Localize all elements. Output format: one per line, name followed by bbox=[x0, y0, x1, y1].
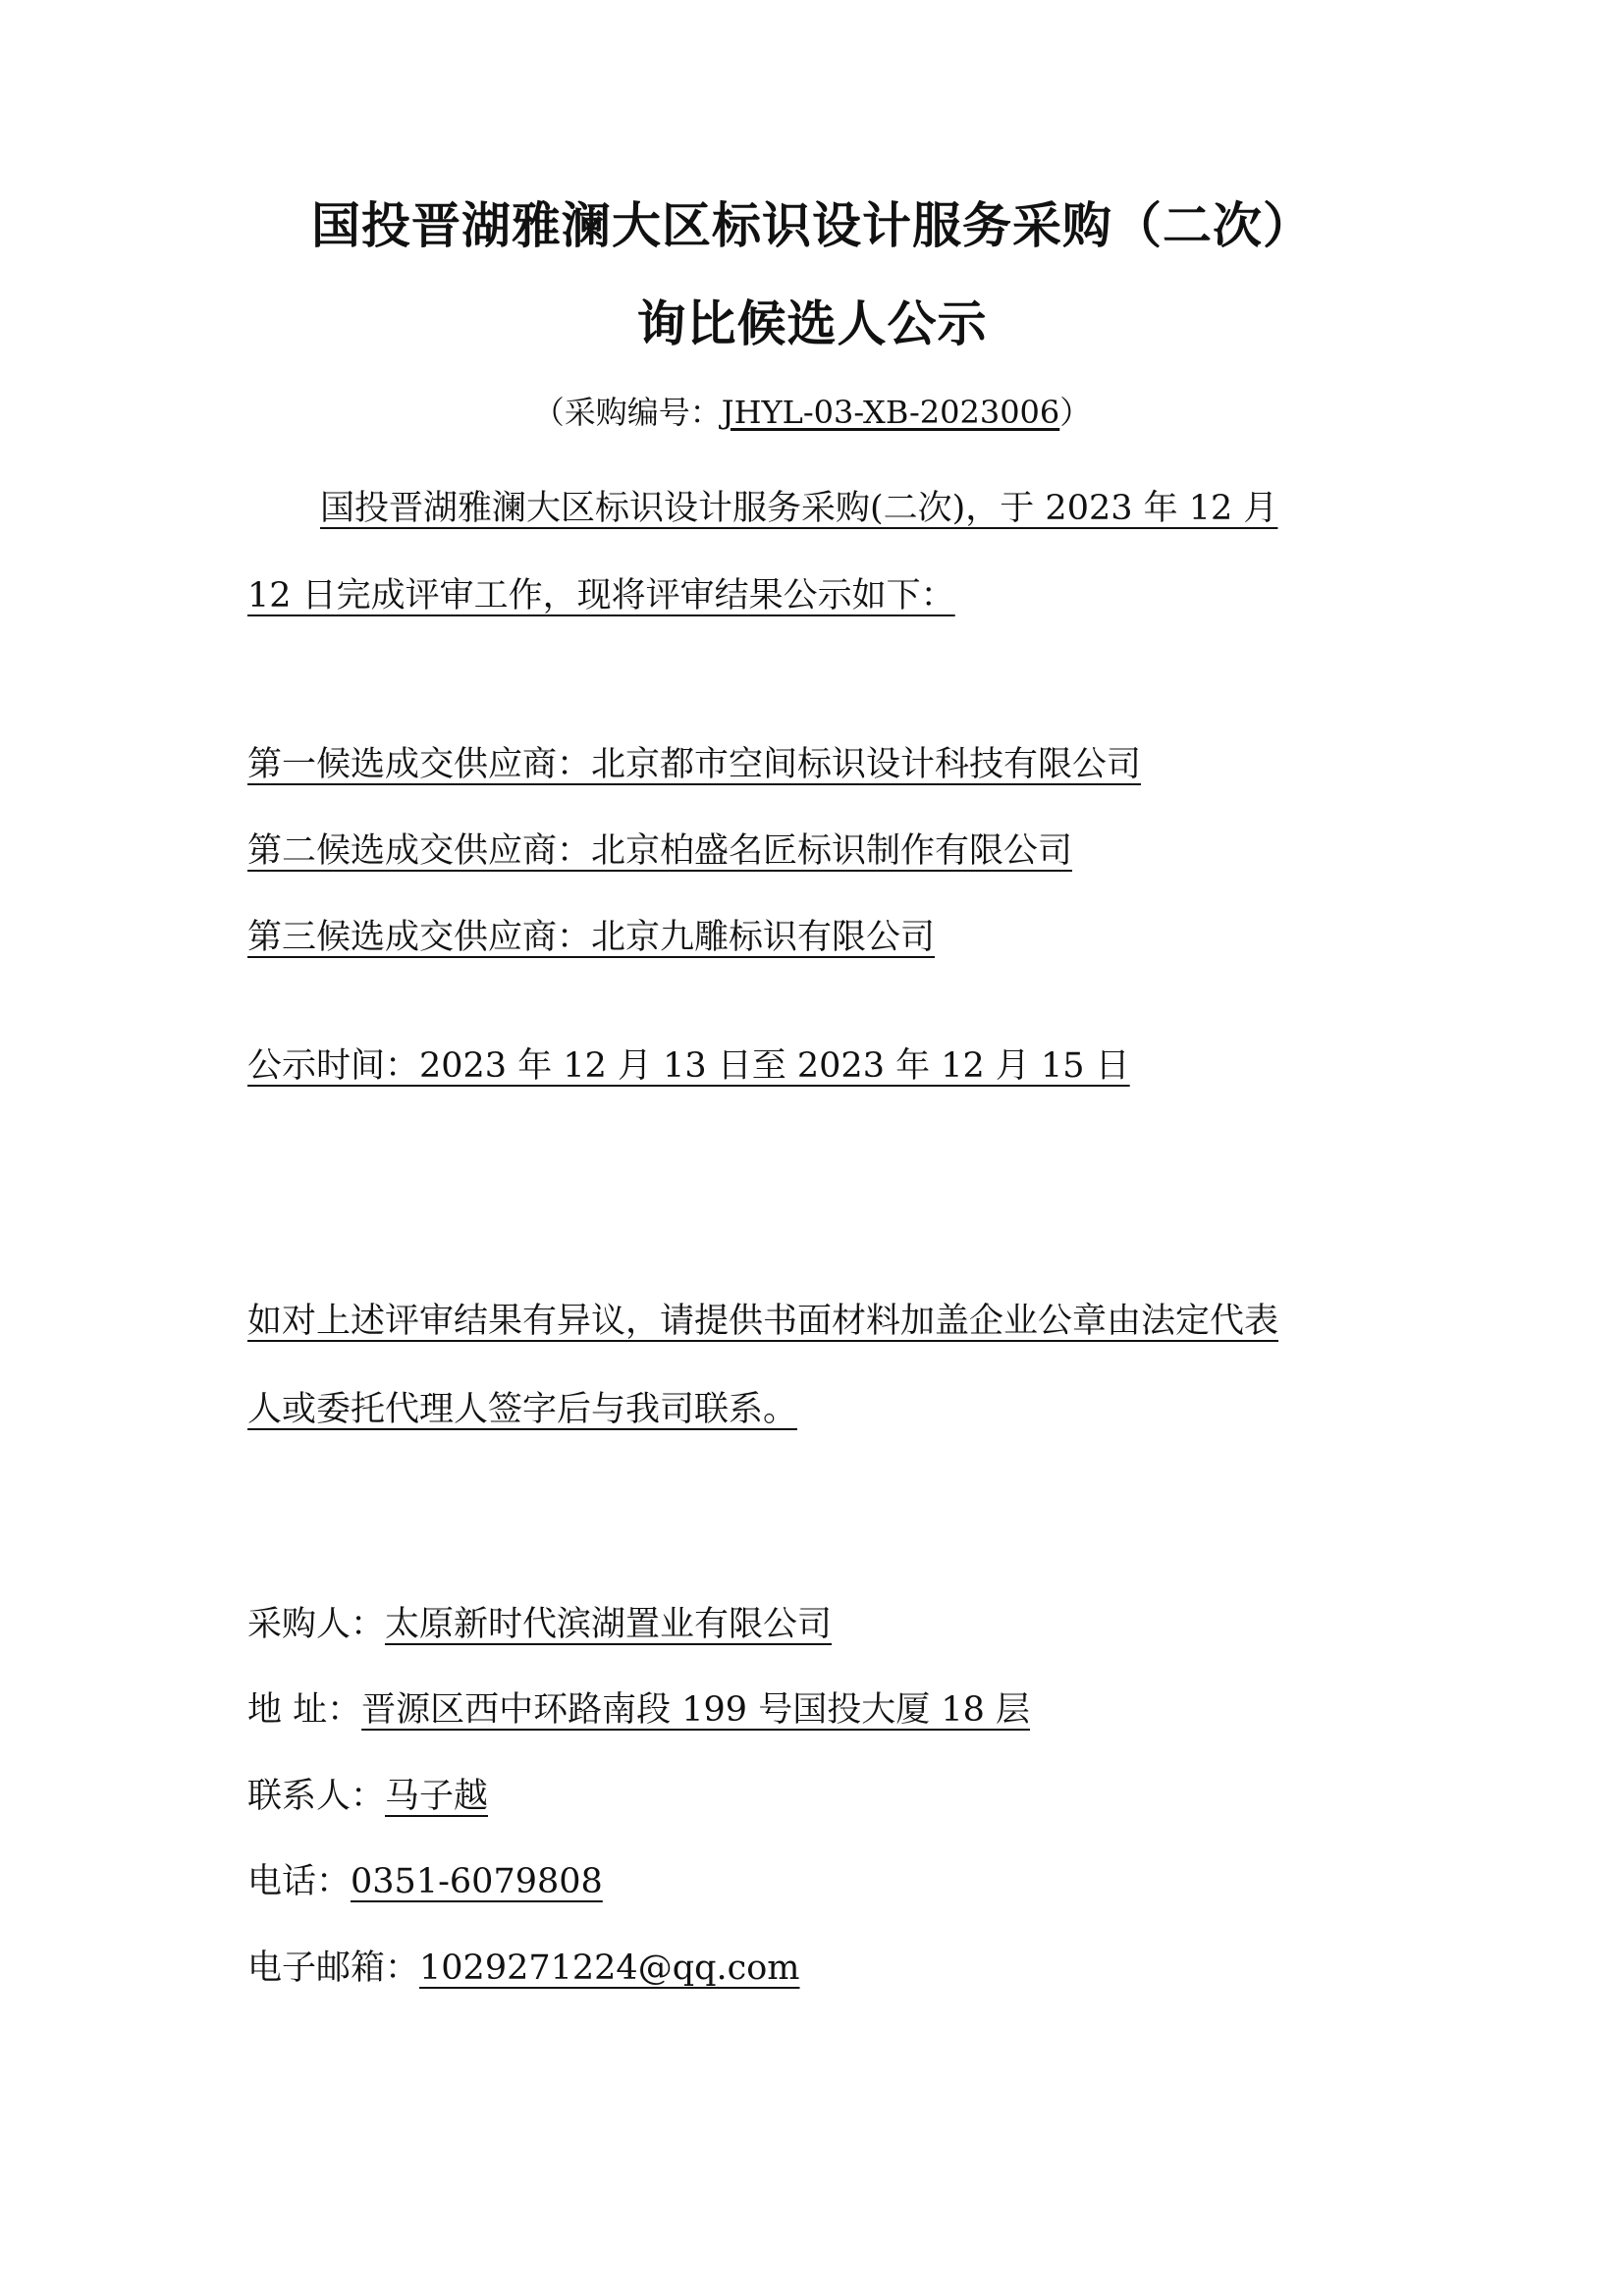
intro-paragraph-line-2 bbox=[247, 572, 955, 619]
email-label: 电子邮箱： bbox=[247, 1949, 420, 1988]
procurement-number bbox=[0, 391, 1624, 434]
contact-address bbox=[247, 1686, 1030, 1734]
contact-phone bbox=[247, 1858, 603, 1905]
phone-value: 0351-6079808 bbox=[351, 1862, 603, 1901]
objection-paragraph-line-1 bbox=[247, 1298, 1278, 1345]
procurement-number-code: JHYL-03-XB-2023006 bbox=[721, 394, 1060, 431]
notice-period bbox=[247, 1042, 1130, 1090]
candidate-second bbox=[247, 828, 1072, 875]
intro-paragraph-line-1 bbox=[247, 485, 1386, 532]
phone-label: 电话： bbox=[247, 1862, 352, 1901]
contact-person-label: 联系人： bbox=[247, 1777, 386, 1816]
contact-email bbox=[247, 1945, 800, 1992]
procurement-number-suffix: ） bbox=[1059, 394, 1092, 431]
intro-line-2-text: 12 日完成评审工作，现将评审结果公示如下： bbox=[247, 576, 955, 615]
address-value: 晋源区西中环路南段 199 号国投大厦 18 层 bbox=[361, 1690, 1030, 1730]
purchaser-label: 采购人： bbox=[247, 1605, 386, 1644]
contact-person-value: 马子越 bbox=[385, 1777, 489, 1816]
candidate-first bbox=[247, 741, 1141, 788]
procurement-number-prefix: （采购编号： bbox=[532, 394, 722, 431]
email-value: 1029271224@qq.com bbox=[419, 1949, 800, 1988]
candidate-third-text: 第三候选成交供应商：北京九雕标识有限公司 bbox=[247, 918, 936, 957]
objection-line-1-text: 如对上述评审结果有异议，请提供书面材料加盖企业公章由法定代表 bbox=[247, 1302, 1279, 1341]
purchaser-value: 太原新时代滨湖置业有限公司 bbox=[385, 1605, 833, 1644]
notice-period-text: 公示时间：2023 年 12 月 13 日至 2023 年 12 月 15 日 bbox=[247, 1046, 1130, 1086]
objection-line-2-text: 人或委托代理人签字后与我司联系。 bbox=[247, 1390, 798, 1429]
address-label: 地 址： bbox=[247, 1690, 362, 1730]
candidate-second-text: 第二候选成交供应商：北京柏盛名匠标识制作有限公司 bbox=[247, 831, 1073, 871]
intro-line-1-text: 国投晋湖雅澜大区标识设计服务采购(二次)，于 2023 年 12 月 bbox=[320, 489, 1278, 528]
objection-paragraph-line-2 bbox=[247, 1386, 819, 1433]
document-title-line-1: 国投晋湖雅澜大区标识设计服务采购（二次） bbox=[311, 197, 1313, 254]
candidate-first-text: 第一候选成交供应商：北京都市空间标识设计科技有限公司 bbox=[247, 745, 1142, 784]
contact-purchaser bbox=[247, 1601, 832, 1648]
candidate-third bbox=[247, 914, 935, 961]
contact-person bbox=[247, 1773, 488, 1820]
document-title-line-2: 询比候选人公示 bbox=[636, 295, 988, 352]
